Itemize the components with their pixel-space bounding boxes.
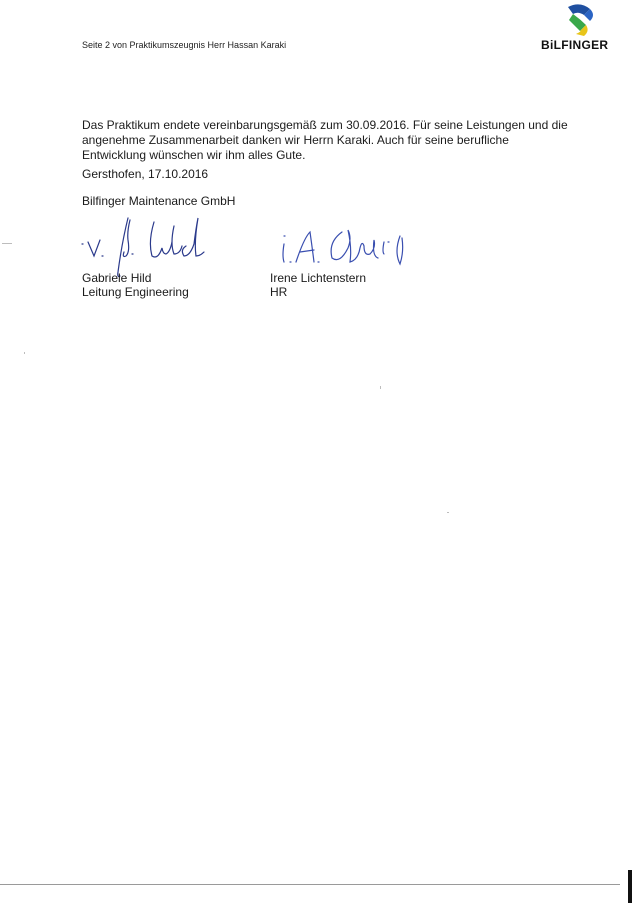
signatory-left bbox=[82, 271, 189, 299]
signatory-name: Irene Lichtenstern bbox=[270, 271, 367, 285]
letter-body: Das Praktikum endete vereinbarungsgemäß zum 30.09.2016. Für seine Leistungen und die angenehme Zusammenarbeit danken wir Herrn Karaki. Auch für seine berufliche Entwicklung wünschen wir ihm alles Gute. bbox=[82, 118, 568, 162]
signatory-role: Leitung Engineering bbox=[82, 285, 189, 299]
signature-gabriele-hild bbox=[74, 212, 224, 278]
scan-dot bbox=[24, 352, 25, 354]
company-name: Bilfinger Maintenance GmbH bbox=[82, 194, 236, 208]
signatory-role: HR bbox=[270, 285, 288, 299]
scan-bottom-line bbox=[0, 884, 620, 885]
page-info: Seite 2 von Praktikumszeugnis Herr Hassan Karaki bbox=[82, 40, 287, 50]
scan-edge-bar bbox=[628, 870, 632, 903]
signature-irene-lichtenstern bbox=[266, 212, 416, 278]
bilfinger-logo-icon bbox=[560, 3, 600, 37]
brand-name: BiLFINGER bbox=[541, 38, 609, 52]
scan-dash bbox=[2, 243, 12, 244]
signatory-right bbox=[270, 271, 366, 299]
signatory-name: Gabriele Hild bbox=[82, 271, 152, 285]
scan-dot bbox=[380, 386, 381, 389]
scan-dot bbox=[447, 512, 449, 513]
place-date: Gersthofen, 17.10.2016 bbox=[82, 167, 209, 181]
